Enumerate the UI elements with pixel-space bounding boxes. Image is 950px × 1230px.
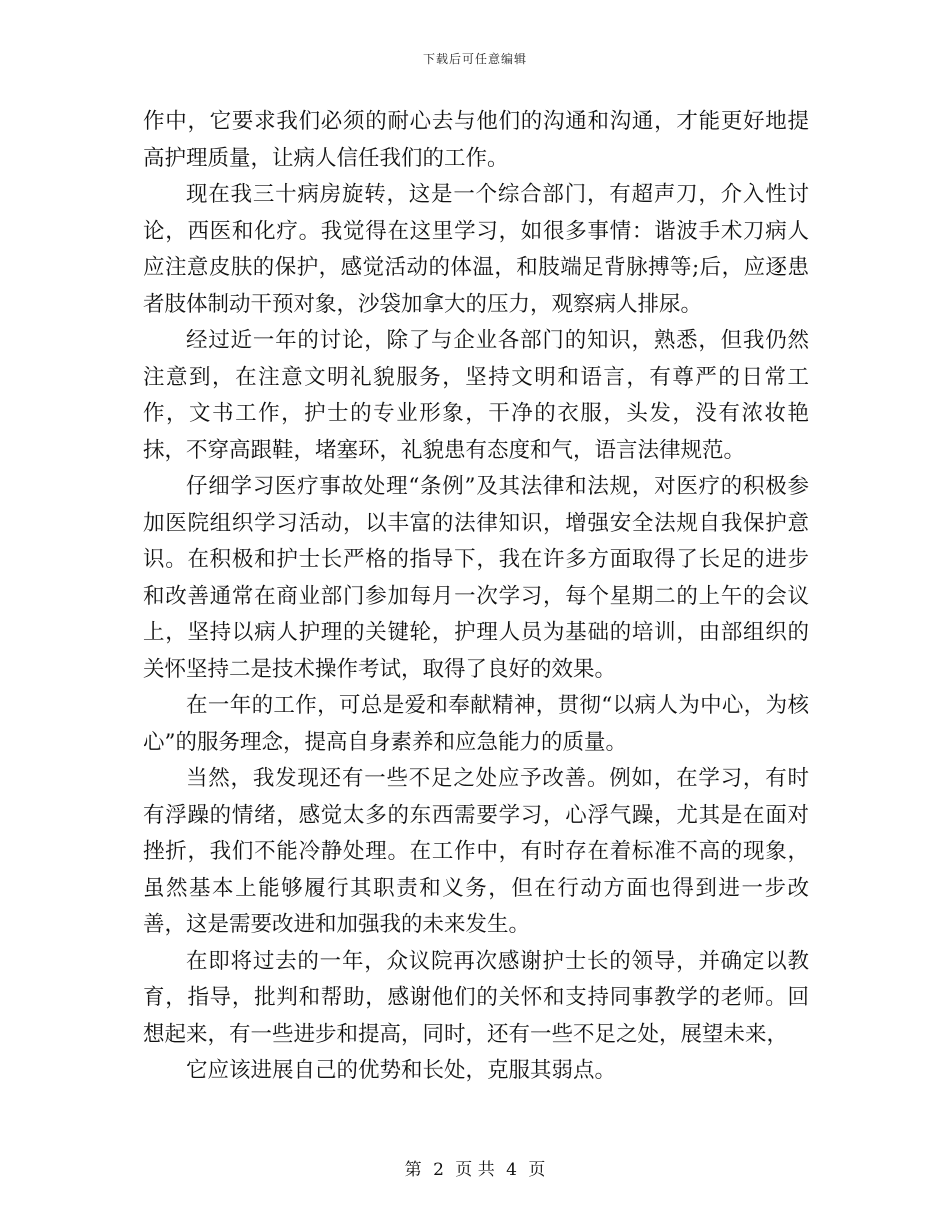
page-footer — [0, 1155, 950, 1180]
paragraph: 它应该进展自己的优势和长处，克服其弱点。 — [186, 1058, 617, 1083]
paragraph: 经过近一年的讨论，除了与企业各部门的知识，熟悉，但我仍然注意到，在注意文明礼貌服务，坚持文明和语言，有尊严的日常工作，文书工作，护士的专业形象，干净的衣服，头发，没有浓妆艳抹，不穿高跟鞋，堵塞环，礼貌患有态度和气，语言法律规范。 — [143, 328, 809, 463]
footer-total-pages: 4 — [506, 1160, 517, 1180]
footer-current-page: 2 — [433, 1160, 444, 1180]
document-body — [143, 104, 809, 1090]
footer-prefix: 第 — [404, 1160, 422, 1180]
paragraph: 当然，我发现还有一些不足之处应予改善。例如，在学习，有时有浮躁的情绪，感觉太多的东西需要学习，心浮气躁，尤其是在面对挫折，我们不能冷静处理。在工作中，有时存在着标准不高的现象，虽然基本上能够履行其职责和义务，但在行动方面也得到进一步改善，这是需要改进和加强我的未来发生。 — [143, 766, 809, 937]
header-text: 下载后可任意编辑 — [422, 52, 527, 66]
page-header — [0, 50, 950, 67]
paragraph: 在一年的工作，可总是爱和奉献精神，贯彻“以病人为中心，为核心”的服务理念，提高自身素养和应急能力的质量。 — [143, 693, 809, 755]
paragraph: 仔细学习医疗事故处理“条例”及其法律和法规，对医疗的积极参加医院组织学习活动，以丰富的法律知识，增强安全法规自我保护意识。在积极和护士长严格的指导下，我在许多方面取得了长足的进步和改善通常在商业部门参加每月一次学习，每个星期二的上午的会议上，坚持以病人护理的关键轮，护理人员为基础的培训，由部组织的关怀坚持二是技术操作考试，取得了良好的效果。 — [143, 474, 809, 682]
footer-suffix: 页 — [528, 1160, 546, 1180]
paragraph: 作中，它要求我们必须的耐心去与他们的沟通和沟通，才能更好地提高护理质量，让病人信任我们的工作。 — [143, 109, 809, 171]
paragraph: 现在我三十病房旋转，这是一个综合部门，有超声刀，介入性讨论，西医和化疗。我觉得在这里学习，如很多事情：谐波手术刀病人应注意皮肤的保护，感觉活动的体温，和肢端足背脉搏等;后，应逐患者肢体制动干预对象，沙袋加拿大的压力，观察病人排尿。 — [143, 182, 809, 317]
footer-middle: 页 共 — [455, 1160, 495, 1180]
paragraph: 在即将过去的一年，众议院再次感谢护士长的领导，并确定以教育，指导，批判和帮助，感谢他们的关怀和支持同事教学的老师。回想起来，有一些进步和提高，同时，还有一些不足之处，展望未来， — [143, 948, 809, 1047]
